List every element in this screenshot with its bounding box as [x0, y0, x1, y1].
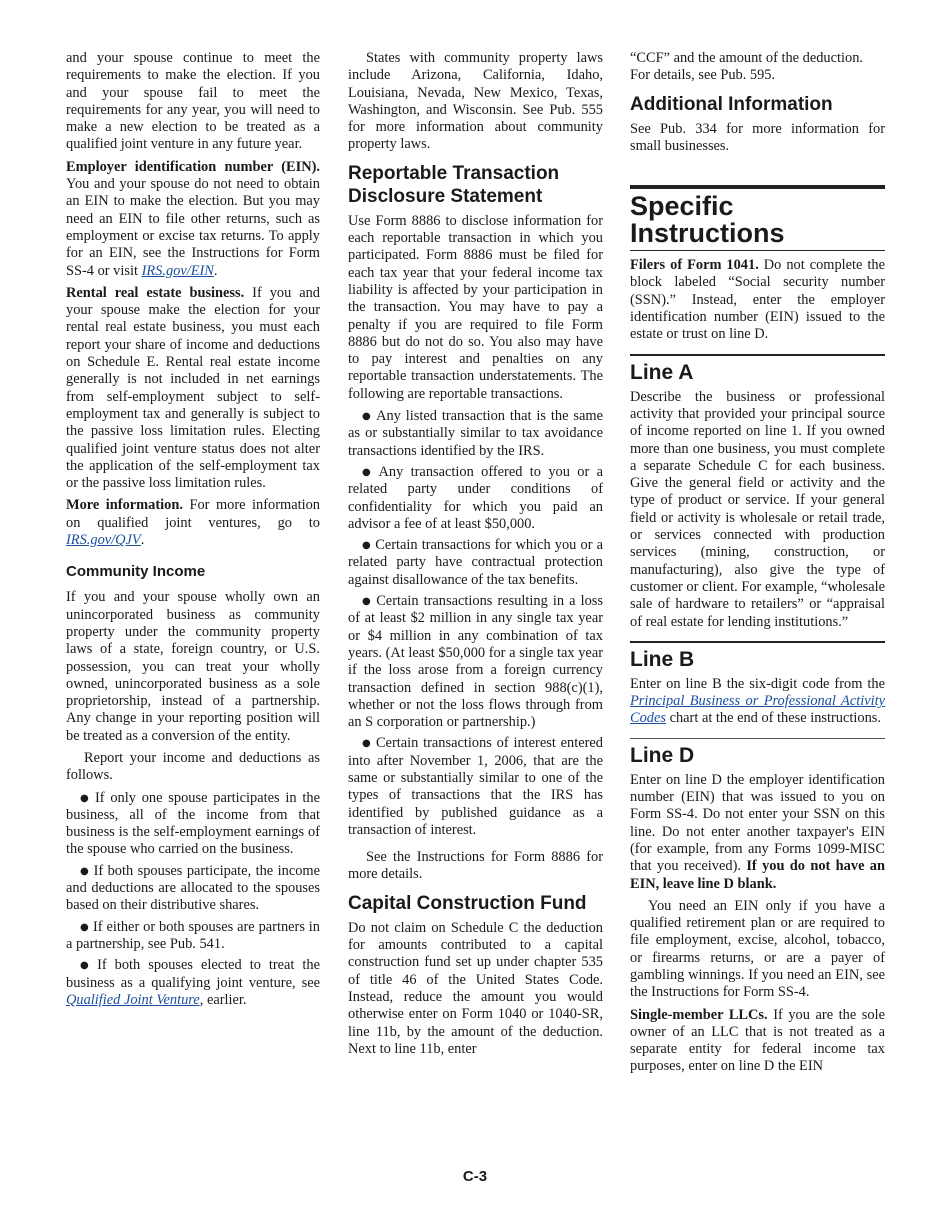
bullet-text: Any transaction offered to you or a related party under conditions of confidentiality for which you paid an advisor a fee of at least $50,000. — [348, 463, 603, 532]
line-a-heading: Line A — [630, 354, 885, 385]
qualified-joint-venture-link[interactable]: Qualified Joint Venture — [66, 991, 200, 1008]
bullet-icon: ● — [362, 738, 372, 750]
bullet-text: Certain transactions resulting in a loss of at least $2 million in any single tax year or $4 million in any combination of tax years. (At least $50,000 for a single tax year if the loss arose from a foreign currency transaction defined in section 988(c)(1), whether or not the loss flows through from an S corporation or partnership.) — [348, 593, 603, 731]
bullet-text: Any listed transaction that is the same as or substantially similar to tax avoidance transactions identified by the IRS. — [348, 408, 603, 459]
bullet-text: If both spouses elected to treat the business as a qualifying joint venture, see — [66, 957, 320, 991]
bullet-icon: ● — [362, 596, 373, 608]
paragraph: Do not claim on Schedule C the deduction for amounts contributed to a capital construction fund set up under chapter 535 of title 46 of the United States Code. Instead, reduce the amount you would otherwise enter on Form 1040 or 1040-SR, line 11b, by the amount of the deduction. Next to line 11b, enter — [348, 919, 603, 1057]
paragraph-more-info — [66, 497, 320, 549]
paragraph: Report your income and deductions as follows. — [66, 749, 320, 784]
bullet-icon: ● — [80, 865, 90, 877]
paragraph: Describe the business or professional activity that provided your principal source of income reported on line 1. If you owned more than one business, you must complete a separate Schedule C for each business. Give the general field or activity and the type of product or service. If your general field or activity is wholesale or retail trade, or services connected with production services (mining, construction, or manufacturing), also give the type of customer or client. For example, “wholesale sale of hardware to retailers” or “appraisal of real estate for lending institutions.” — [630, 388, 885, 630]
bullet-item — [348, 735, 603, 839]
bold-text: If you do not have an EIN, leave line D blank. — [630, 858, 886, 892]
irs-ein-link[interactable]: IRS.gov/EIN — [141, 262, 214, 279]
bullet-icon: ● — [362, 466, 375, 478]
page-number: C-3 — [462, 1168, 488, 1185]
column-middle — [348, 50, 603, 1063]
run-in-heading: Single-member LLCs. — [630, 1006, 768, 1023]
bullet-item — [348, 408, 603, 460]
run-in-heading: Filers of Form 1041. — [630, 257, 759, 274]
bullet-item — [348, 464, 603, 533]
community-income-heading: Community Income — [66, 563, 206, 581]
paragraph: See the Instructions for Form 8886 for more details. — [348, 849, 603, 883]
bullet-icon: ● — [80, 921, 90, 933]
bullet-icon: ● — [362, 411, 373, 423]
text: . — [140, 532, 145, 549]
additional-information-heading: Additional Information — [630, 93, 833, 115]
text: You and your spouse do not need to obtain an EIN to make the election. But you may need an EIN to file other returns, such as employment or excise tax returns. To apply for an EIN, see the Instructions for Form SS-4 or visit — [66, 176, 320, 279]
bullet-text: If either or both spouses are partners in a partnership, see Pub. 541. — [66, 918, 320, 952]
bullet-item — [66, 863, 320, 915]
paragraph: You need an EIN only if you have a qualified retirement plan or are required to file employment, excise, alcohol, tobacco, or firearms returns, or are a payer of gambling winnings. If you need an EIN, see the Instructions for Form SS-4. — [630, 897, 885, 1001]
reportable-transaction-heading: Reportable Transaction Disclosure Statement — [348, 162, 560, 207]
specific-instructions-heading: Specific Instructions — [630, 185, 885, 251]
text: Do not complete the block labeled “Social security number (SSN).” Instead, enter the employer identification number (EIN) issued to the estate or trust on line D. — [630, 257, 885, 343]
text: Enter on line D the employer identification number (EIN) that was issued to you on Form SS-4. Do not enter your SSN on this line. Do not enter another taxpayer's EIN (for example, from any Forms 1099-MISC that you received). — [630, 771, 885, 875]
text: chart at the end of these instructions. — [665, 710, 881, 727]
text: If you and your spouse make the election for your rental real estate business, you must each report your share of income and deductions on Schedule E. Rental real estate income generally is not included in net earnings from self-employment subject to self-employment tax and generally is subject to the passive loss limitation rules. Electing qualified joint venture status does not alter the application of the self-employment tax or the passive loss limitation rules. — [66, 284, 320, 492]
bullet-text: If both spouses participate, the income and deductions are allocated to the spouses based on their distributive shares. — [66, 862, 320, 914]
run-in-heading: More information. — [66, 497, 183, 514]
bullet-icon: ● — [362, 540, 372, 552]
paragraph: If you and your spouse wholly own an unincorporated business as community property under the community property laws of a state, foreign country, or U.S. possession, you can treat your wholly owned, unincorporated business as a sole proprietorship, instead of a partnership. Any change in your reporting position will be treated as a conversion of the entity. — [66, 589, 320, 744]
text: Enter on line B the six-digit code from the — [630, 675, 885, 692]
column-left — [66, 50, 320, 1013]
paragraph: “CCF” and the amount of the deduction. For details, see Pub. 595. — [630, 50, 863, 84]
activity-codes-link[interactable]: Principal Business or Professional Activity Codes — [630, 693, 885, 727]
paragraph-rental — [66, 285, 320, 493]
paragraph: Use Form 8886 to disclose information for each reportable transaction in which you participated. Form 8886 must be filed for each tax year that your federal income tax liability is affected by your participation in the transaction. You may have to pay a penalty if you are required to file Form 8886 but do not do so. You also may have to pay interest and penalties on any reportable transaction understatements. The following are reportable transactions. — [348, 212, 603, 402]
column-right — [630, 50, 885, 1081]
paragraph: See Pub. 334 for more information for small businesses. — [630, 120, 885, 154]
paragraph-line-b — [630, 676, 885, 728]
paragraph: and your spouse continue to meet the requirements to make the election. If you and your spouse fail to meet the requirements for any year, you will need to make a new election to be treated as a qualified joint venture in any future year. — [66, 50, 320, 153]
bullet-text: Certain transactions of interest entered into after November 1, 2006, that are the same or substantially similar to one of the types of transactions that the IRS has identified by published guidance as a transaction of interest. — [348, 735, 603, 838]
bullet-item — [348, 537, 603, 589]
paragraph-filers — [630, 257, 885, 343]
capital-construction-fund-heading: Capital Construction Fund — [348, 892, 587, 914]
bullet-text: Certain transactions for which you or a related party have contractual protection against disallowance of the tax benefits. — [348, 537, 603, 588]
run-in-heading: Rental real estate business. — [66, 284, 245, 301]
text: . — [213, 262, 218, 279]
paragraph-llc — [630, 1007, 885, 1076]
text: For more information on qualified joint ventures, go to — [66, 497, 320, 531]
bullet-icon: ● — [80, 960, 94, 972]
line-b-heading: Line B — [630, 641, 885, 672]
bullet-item — [348, 593, 603, 731]
bullet-text: If only one spouse participates in the business, all of the income from that business is the self-employment earnings of the spouse who carried on the business. — [66, 789, 320, 858]
text: , earlier. — [199, 991, 247, 1008]
paragraph-ein — [66, 159, 320, 280]
paragraph-line-d — [630, 772, 885, 893]
bullet-item — [66, 790, 320, 859]
bullet-icon: ● — [80, 792, 91, 804]
paragraph: States with community property laws include Arizona, California, Idaho, Louisiana, Nevada, New Mexico, Texas, Washington, and Wisconsin. See Pub. 555 for more information about community property laws. — [348, 50, 603, 153]
irs-qjv-link[interactable]: IRS.gov/QJV — [66, 532, 141, 549]
line-d-heading: Line D — [630, 738, 885, 768]
bullet-item — [66, 957, 320, 1009]
bullet-item — [66, 919, 320, 954]
text: If you are the sole owner of an LLC that is not treated as a separate entity for federal income tax purposes, enter on line D the EIN — [630, 1006, 885, 1075]
run-in-heading: Employer identification number (EIN). — [66, 158, 320, 175]
